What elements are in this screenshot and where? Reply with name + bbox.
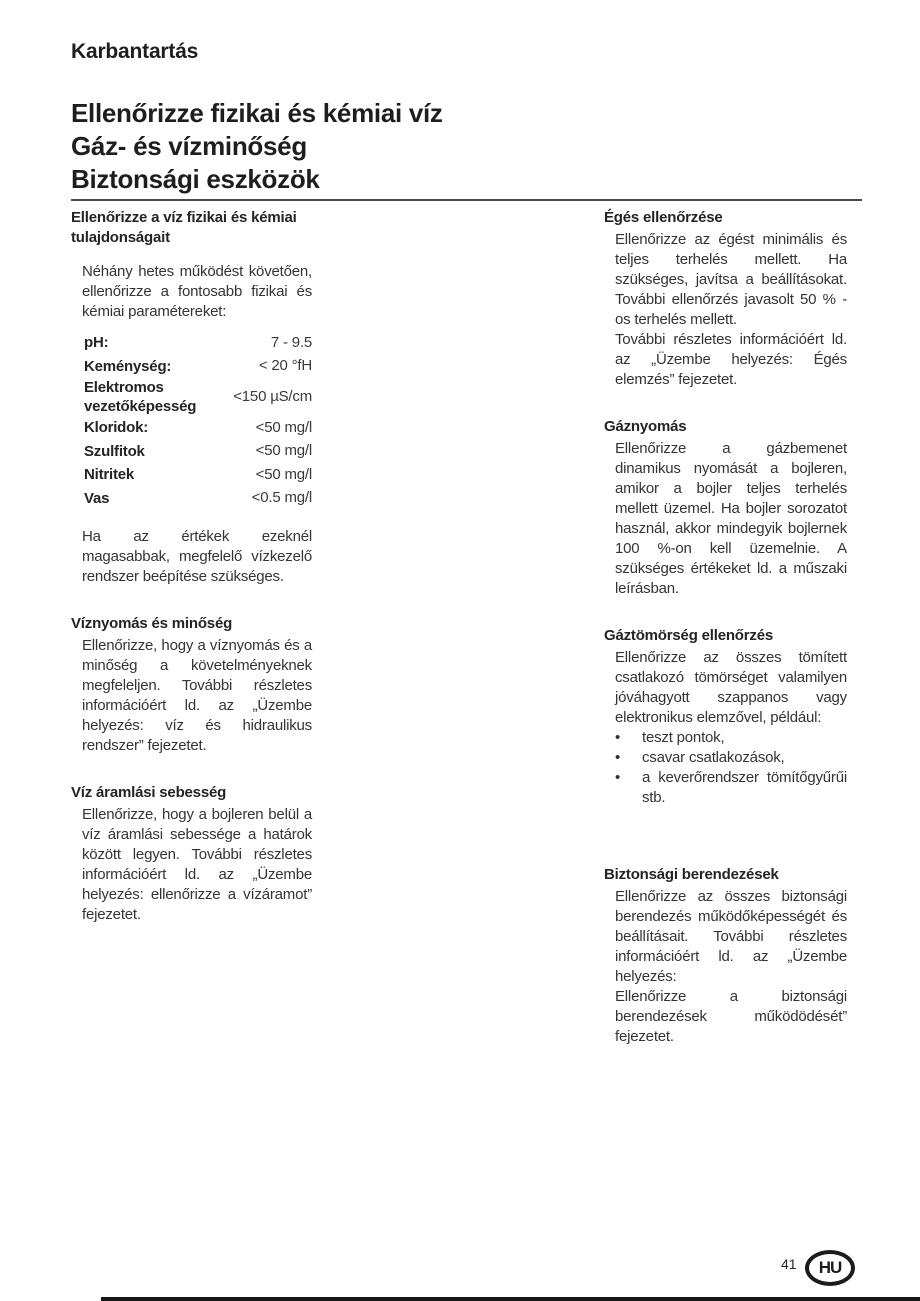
bullet-list <box>615 728 847 808</box>
section-body <box>604 887 847 1047</box>
parameter-value: < 20 °fH <box>258 357 312 375</box>
left-column <box>71 208 312 925</box>
section-heading: Biztonsági berendezések <box>604 866 779 883</box>
list-item <box>615 768 847 808</box>
parameter-value: 7 - 9.5 <box>270 333 312 351</box>
parameter-value: <50 mg/l <box>255 465 312 483</box>
parameter-label: Vas <box>84 489 110 507</box>
table-row <box>82 416 312 440</box>
parameter-value: <150 µS/cm <box>233 388 312 405</box>
parameter-label: Szulfitok <box>84 442 145 460</box>
section <box>71 614 312 756</box>
table-row <box>82 331 312 355</box>
page-title-line: Biztonsági eszközök <box>71 164 320 194</box>
section-heading: Égés ellenőrzése <box>604 209 723 226</box>
paragraph: Ellenőrizze az összes biztonsági berendezés működőképességét és beállításait. További részletes információért ld. az „Üzembe helyezés: <box>615 888 847 985</box>
paragraph: Ellenőrizze, hogy a bojleren belül a víz áramlási sebessége a határok között legyen. További részletes információért ld. az „Üzembe helyezés: ellenőrizze a vízáramot” fejezetet. <box>82 806 312 923</box>
water-parameters-table <box>82 331 312 510</box>
list-item <box>615 748 847 768</box>
page-number: 41 <box>781 1256 797 1272</box>
right-column <box>604 208 847 1047</box>
section-heading: Víznyomás és minőség <box>71 615 233 632</box>
parameter-value: <0.5 mg/l <box>251 489 312 507</box>
section <box>71 208 312 587</box>
parameter-label: Nitritek <box>84 466 135 484</box>
list-item-text: csavar csatlakozások, <box>642 749 785 766</box>
parameter-value: <50 mg/l <box>255 442 312 460</box>
section <box>604 626 847 808</box>
chapter-label: Karbantartás <box>71 40 199 63</box>
paragraph: Néhány hetes működést követően, ellenőrizze a fontosabb fizikai és kémiai paramétereket: <box>82 263 312 320</box>
section <box>604 865 847 1047</box>
section-heading: Gáztömörség ellenőrzés <box>604 627 773 644</box>
table-row <box>82 463 312 487</box>
section-body <box>71 262 312 587</box>
language-badge-hu: HU <box>805 1250 855 1286</box>
parameter-label: Keménység: <box>84 357 172 375</box>
parameter-label: Kloridok: <box>84 419 149 437</box>
bullet-icon: • <box>615 729 621 746</box>
table-row <box>82 487 312 511</box>
page-title-line: Gáz- és vízminőség <box>71 131 307 161</box>
page-title <box>71 97 443 196</box>
bullet-icon: • <box>615 769 621 786</box>
parameter-label: pH: <box>84 334 109 352</box>
bullet-icon: • <box>615 749 621 766</box>
section-heading: Ellenőrizze a víz fizikai és kémiai tulajdonságait <box>71 209 297 246</box>
paragraph: Ellenőrizze a gázbemenet dinamikus nyomását a bojleren, amikor a bojler teljes terhelés mellett üzemel. Ha bojler sorozatot használ, akkor mindegyik bojlernek 100 %-on kell üzemelnie. A szükséges értékeket ld. a műszaki leírásban. <box>615 440 847 597</box>
parameter-value: <50 mg/l <box>255 418 312 436</box>
section-body <box>71 805 312 925</box>
table-row <box>82 378 312 416</box>
section-body <box>604 648 847 808</box>
list-item-text: teszt pontok, <box>642 729 725 746</box>
paragraph: További részletes információért ld. az „Üzembe helyezés: Égés elemzés” fejezetet. <box>615 331 847 388</box>
section <box>71 783 312 925</box>
title-divider <box>71 199 862 201</box>
section-body <box>71 636 312 756</box>
paragraph: Ellenőrizze az összes tömített csatlakozó tömörséget valamilyen jóváhagyott szappanos vagy elektronikus elemzővel, például: <box>615 649 847 726</box>
table-row <box>82 355 312 379</box>
section-heading: Gáznyomás <box>604 418 687 435</box>
paragraph: Ellenőrizze az égést minimális és teljes terhelés mellett. Ha szükséges, javítsa a beállításokat. További ellenőrzés javasolt 50 % -os terhelés mellett. <box>615 231 847 328</box>
list-item <box>615 728 847 748</box>
section <box>604 208 847 390</box>
section-body <box>604 230 847 390</box>
table-row <box>82 440 312 464</box>
paragraph: Ha az értékek ezeknél magasabbak, megfelelő vízkezelő rendszer beépítése szükséges. <box>82 528 312 585</box>
list-item-text: a keverőrendszer tömítőgyűrűi stb. <box>642 769 847 806</box>
page-title-line: Ellenőrizze fizikai és kémiai víz <box>71 98 443 128</box>
section-body <box>604 439 847 599</box>
section-heading: Víz áramlási sebesség <box>71 784 227 801</box>
parameter-label: Elektromos vezetőképesség <box>84 379 197 415</box>
paragraph: Ellenőrizze a biztonsági berendezések működödését” fejezetet. <box>615 988 847 1045</box>
paragraph: Ellenőrizze, hogy a víznyomás és a minőség a követelményeknek megfeleljen. További részletes információért ld. az „Üzembe helyezés: víz és hidraulikus rendszer” fejezetet. <box>82 637 312 754</box>
section <box>604 417 847 599</box>
scan-edge-bar <box>101 1297 920 1301</box>
